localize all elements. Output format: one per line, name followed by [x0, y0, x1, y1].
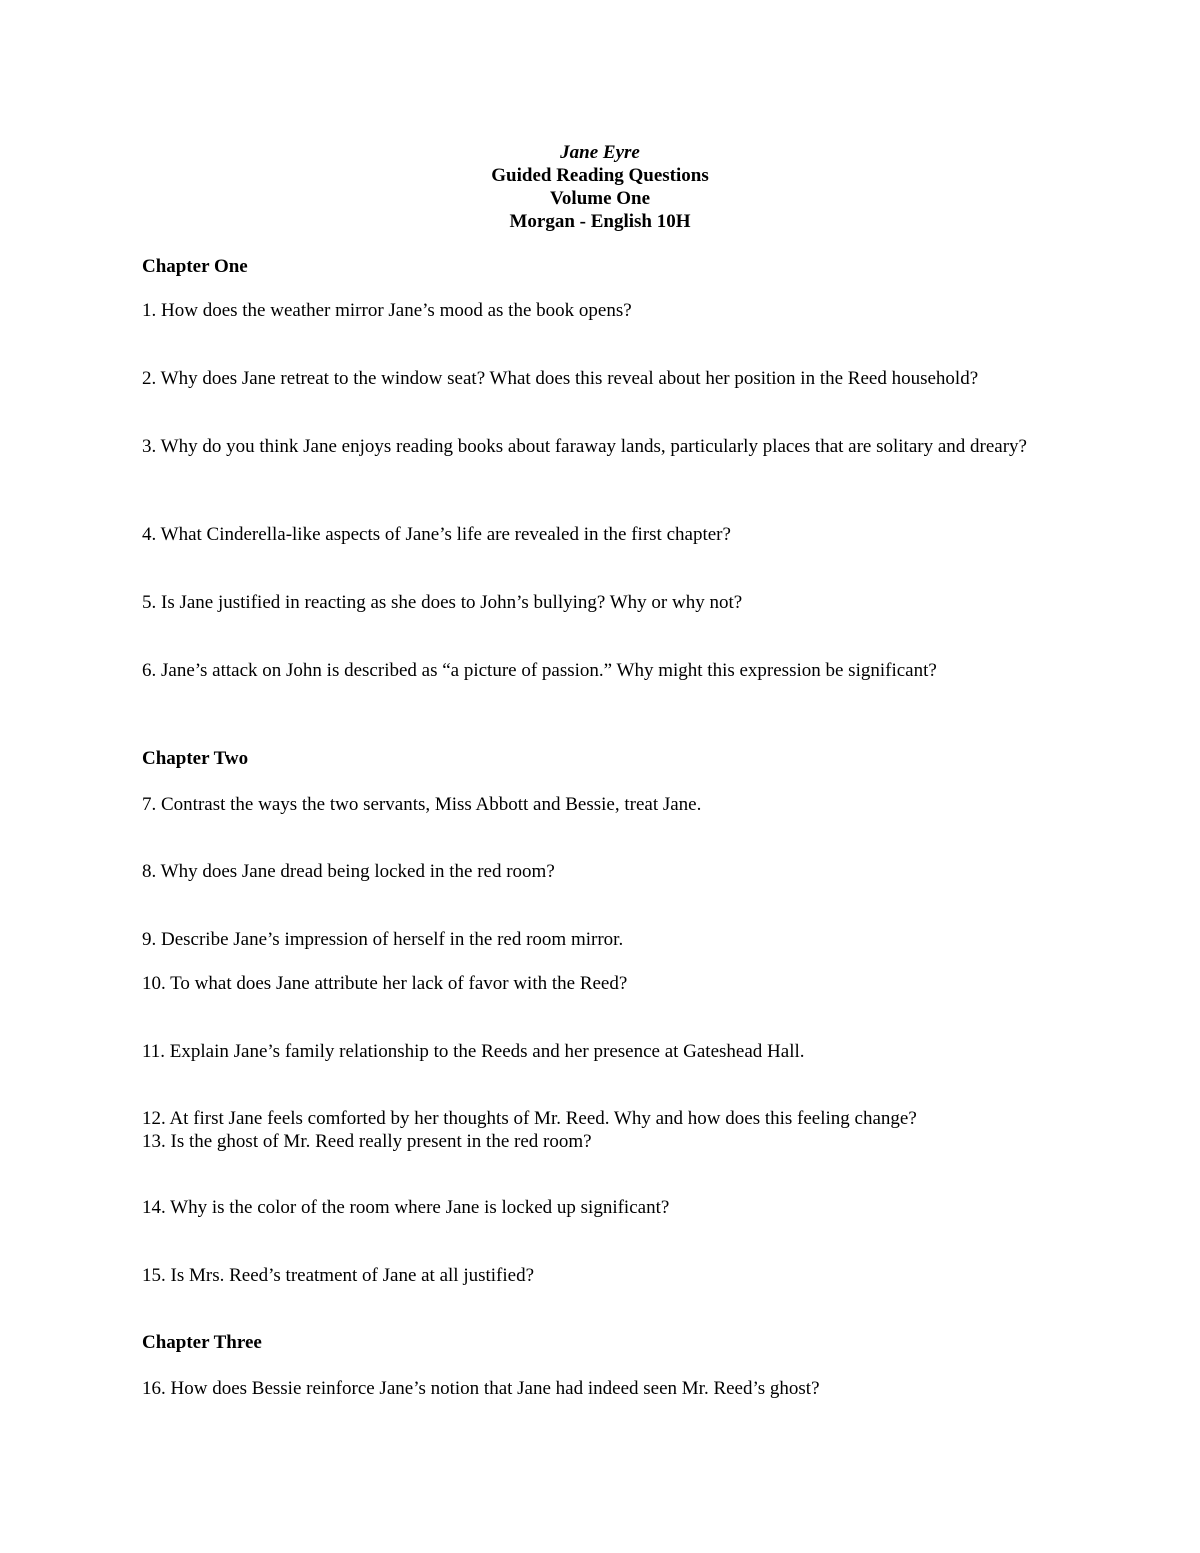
question-7: 7. Contrast the ways the two servants, Miss Abbott and Bessie, treat Jane. — [142, 794, 702, 815]
volume-label: Volume One — [549, 188, 651, 209]
question-2: 2. Why does Jane retreat to the window seat? What does this reveal about her position in the Reed household? — [142, 368, 979, 389]
document-title: Jane Eyre — [560, 142, 640, 163]
question-1: 1. How does the weather mirror Jane’s mood as the book opens? — [142, 300, 632, 321]
chapter-three-heading: Chapter Three — [142, 1332, 262, 1353]
question-5: 5. Is Jane justified in reacting as she does to John’s bullying? Why or why not? — [142, 592, 743, 613]
chapter-one-heading: Chapter One — [142, 256, 248, 277]
question-10: 10. To what does Jane attribute her lack of favor with the Reed? — [142, 973, 628, 994]
question-9: 9. Describe Jane’s impression of herself in the red room mirror. — [142, 929, 624, 950]
document-subtitle: Guided Reading Questions — [491, 165, 709, 186]
question-14: 14. Why is the color of the room where Jane is locked up significant? — [142, 1197, 670, 1218]
question-4: 4. What Cinderella-like aspects of Jane’s life are revealed in the first chapter? — [142, 524, 731, 545]
chapter-two-heading: Chapter Two — [142, 748, 249, 769]
question-3: 3. Why do you think Jane enjoys reading books about faraway lands, particularly places that are solitary and dreary? — [142, 436, 1027, 457]
course-label: Morgan - English 10H — [509, 211, 691, 232]
question-15: 15. Is Mrs. Reed’s treatment of Jane at all justified? — [142, 1265, 535, 1286]
question-12: 12. At first Jane feels comforted by her thoughts of Mr. Reed. Why and how does this feeling change? — [142, 1108, 917, 1129]
question-11: 11. Explain Jane’s family relationship to the Reeds and her presence at Gateshead Hall. — [142, 1041, 805, 1062]
question-8: 8. Why does Jane dread being locked in the red room? — [142, 861, 555, 882]
question-16: 16. How does Bessie reinforce Jane’s notion that Jane had indeed seen Mr. Reed’s ghost? — [142, 1378, 820, 1399]
question-13: 13. Is the ghost of Mr. Reed really present in the red room? — [142, 1131, 592, 1152]
question-6: 6. Jane’s attack on John is described as “a picture of passion.” Why might this expression be significant? — [142, 660, 937, 681]
